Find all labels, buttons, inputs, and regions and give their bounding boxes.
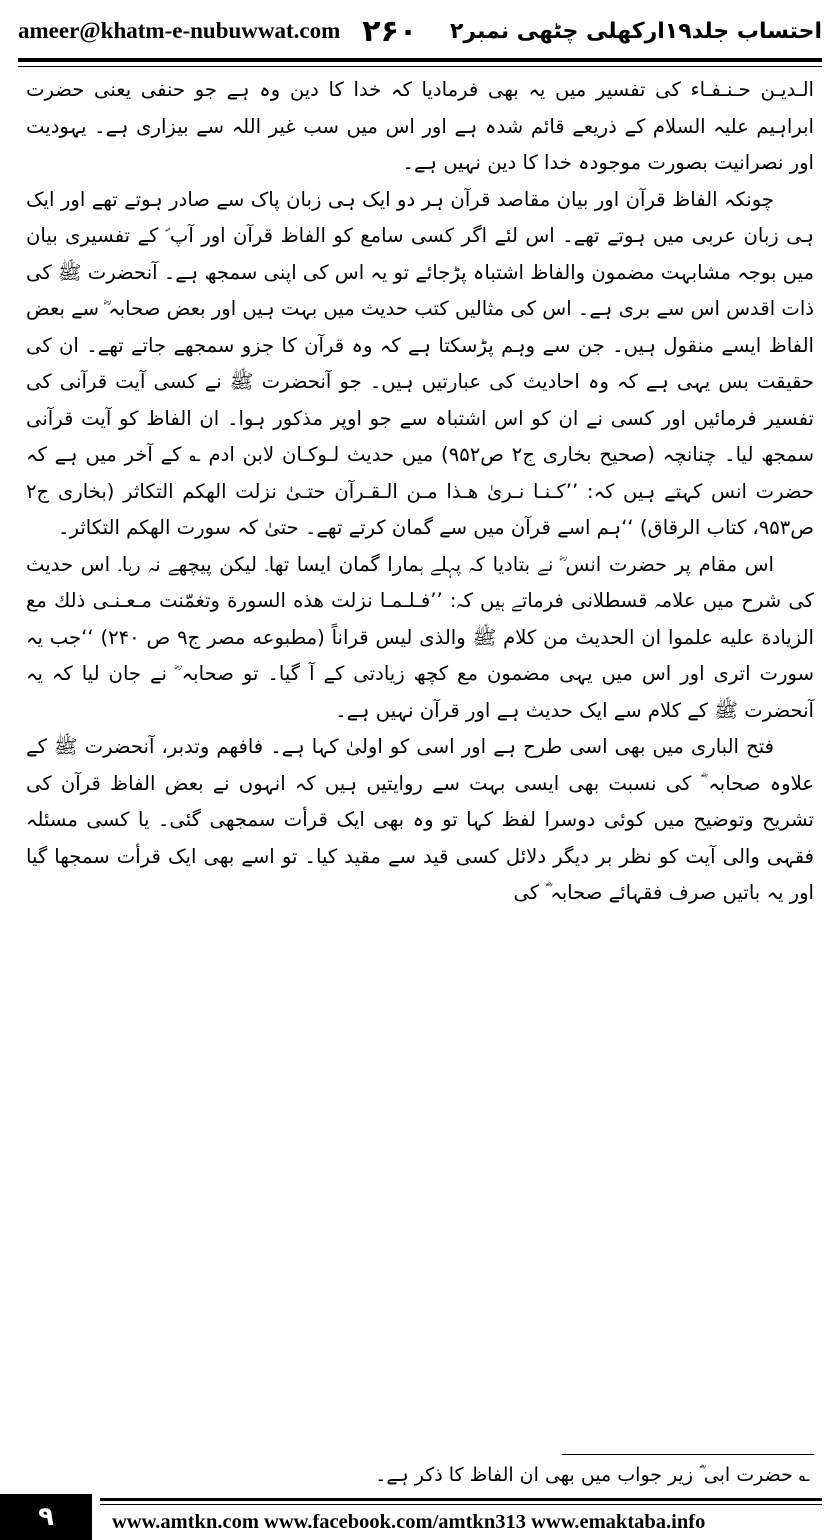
header-left-group [18,14,417,49]
paragraph-4: فتح الباری میں بھی اسی طرح ہے اور اسی کو اولیٰ کہا ہے۔ فافهم وتدبر، آنحضرت ﷺ کے علاوہ صحابہ ؓ کی نسبت بھی ایسی بہت سے روایتیں ہیں کہ انہوں نے بعض الفاظ قرآن کی تشریح وتوضیح میں کوئی دوسرا لفظ کہا تو وہ بھی ایک قرأت سمجھی گئی۔ یا کسی مسئلہ فقہی والی آیت کو نظر بر دیگر دلائل کسی قید سے مقید کیا۔ تو اسے بھی ایک قرأت سمجھا گیا اور یہ باتیں صرف فقہائے صحابہ ؓ کی [26,735,814,904]
page-footer [0,1494,840,1540]
running-title: احتساب جلد۱۹ارکھلی چٹھی نمبر۲ [449,18,822,44]
header-divider-thick [18,58,822,62]
footer-divider-thin [100,1504,822,1505]
page-header [18,8,822,54]
paragraph-1: الـدیـن حـنـفـاء کی تفسیر میں یہ بھی فرمادیا کہ خدا کا دین وہ ہے جو حنفی یعنی حضرت ابراہیم علیہ السلام کے ذریعے قائم شدہ ہے اور اس میں سب غیر اللہ سے بیزاری ہے۔ یہودیت اور نصرانیت بصورت موجودہ خدا کا دین نہیں ہے۔ [26,78,814,174]
header-page-number: ۲۶۰ [362,13,418,49]
header-divider-thin [18,66,822,67]
body-text [26,72,814,912]
footer-divider-thick [100,1498,822,1501]
footer-page-index: ۹ [0,1494,92,1540]
paragraph-3: اس مقام پر حضرت انس ؓ نے بتادیا کہ پہلے ہمارا گمان ایسا تھا۔ لیکن پیچھے نہ رہا۔ اس حدیث کی شرح میں علامہ قسطلانی فرماتے ہیں کہ: ’’فـلـمـا نزلت هذه السورة وتغمّنت مـعـنـی ذلك مع الزيادة عليه علموا ان الحديث من كلام ﷺ والذی لیس قراناً (مطبوعه مصر ج۹ ص ۲۴۰) ‘‘جب یہ سورت اتری اور اس میں یہی مضمون مع کچھ زیادتی کے آ گیا۔ تو صحابہ ؓ نے جان لیا کہ یہ آنحضرت ﷺ کے کلام سے ایک حدیث ہے اور قرآن نہیں ہے۔ [26,552,814,722]
footnote-divider [562,1454,814,1455]
paragraph-2: چونکہ الفاظ قرآن اور بیان مقاصد قرآن ہر دو ایک ہی زبان پاک سے صادر ہوتے تھے اور ایک ہی زبان عربی میں ہوتے تھے۔ اس لئے اگر کسی سامع کو الفاظ قرآن اور آپ ؐ کے تفسیری بیان میں بوجہ مشابہت مضمون والفاظ اشتباہ پڑجائے تو یہ اس کی اپنی سمجھ ہے۔ آنحضرت ﷺ کی ذات اقدس اس سے بری ہے۔ اس کی مثالیں کتب حدیث میں بہت ہیں اور بعض صحابہ ؓ سے بعض الفاظ ایسے منقول ہیں۔ جن سے وہم پڑسکتا ہے کہ وہ قرآن کا جزو سمجھے جاتے تھے۔ ان کی حقیقت بس یہی ہے کہ وہ احادیث کی عبارتیں ہیں۔ جو آنحضرت ﷺ نے کسی آیت قرآنی کی تفسیر فرمائیں اور کسی نے ان کو اس اشتباہ سے جو اوپر مذکور ہوا۔ ان الفاظ کو آیت قرآنی سمجھ لیا۔ چنانچہ (صحیح بخاری ج۲ ص۹۵۲) میں حدیث لـوکـان لابن ادم ؎ کے آخر میں ہے کہ حضرت انس کہتے ہیں کہ: ’’کـنـا نـریٰ هـذا مـن الـقـرآن حتـیٰ نزلت الهکم التکاثر (بخاری ج۲ ص۹۵۳، کتاب الرقاق) ‘‘ہم اسے قرآن میں سے گمان کرتے تھے۔ حتیٰ کہ سورت الهکم التکاثر۔ [26,187,814,539]
header-email[interactable]: ameer@khatm-e-nubuwwat.com [18,18,341,43]
footer-website-links[interactable]: www.amtkn.com www.facebook.com/amtkn313 www.emaktaba.info [112,1510,706,1533]
footnote: ؎ حضرت ابی ؓ زیر جواب میں بھی ان الفاظ کا ذکر ہے۔ [375,1464,810,1486]
